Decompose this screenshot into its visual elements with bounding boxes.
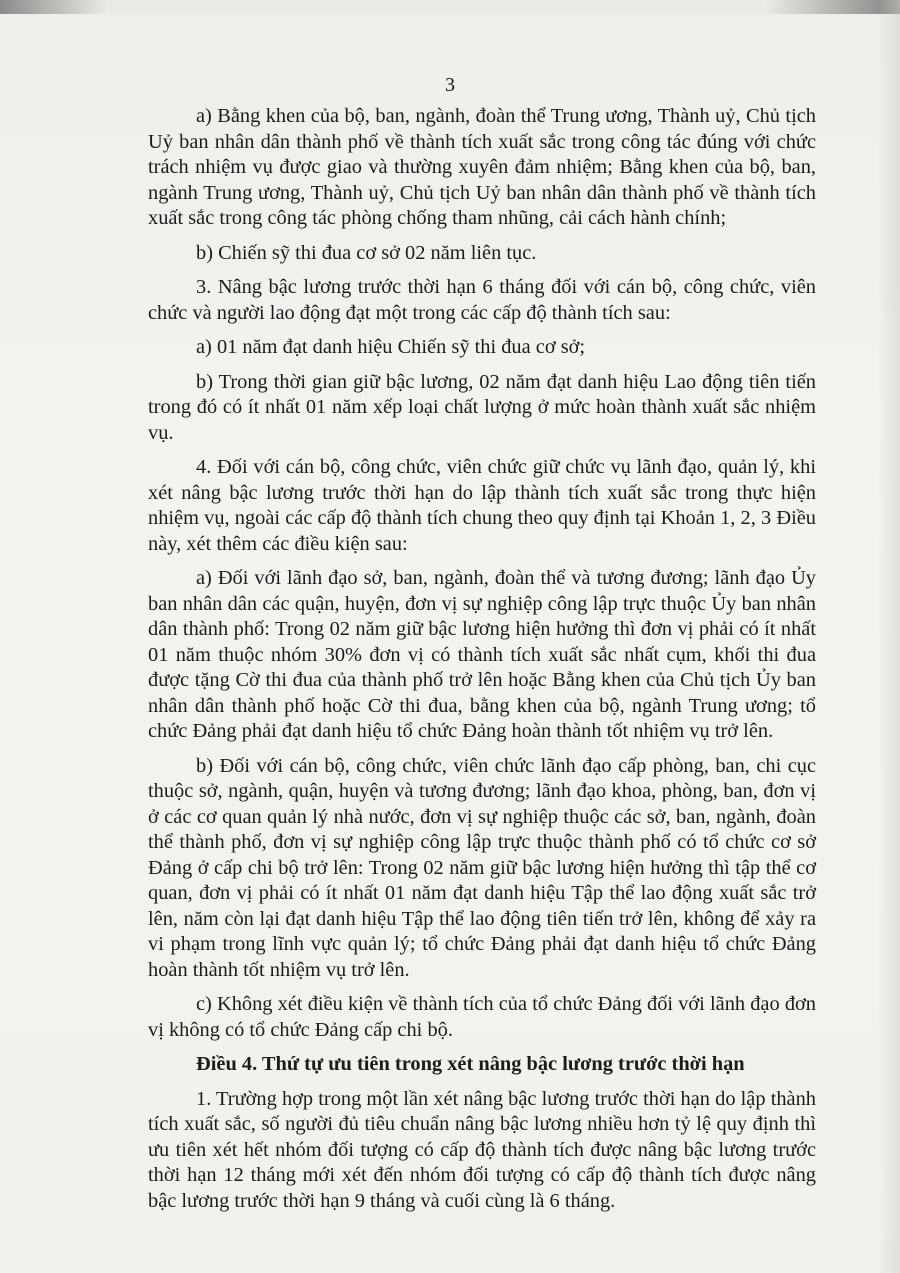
scan-right-edge — [878, 0, 900, 1273]
paragraph-2a: a) Bằng khen của bộ, ban, ngành, đoàn thể Trung ương, Thành uỷ, Chủ tịch Uỷ ban nhân dân thành phố về thành tích xuất sắc trong công tác đúng với chức trách nhiệm vụ được giao và thường xuyên đảm nhiệm; Bằng khen của bộ, ban, ngành Trung ương, Thành uỷ, Chủ tịch Uỷ ban nhân dân thành phố về thành tích xuất sắc trong công tác phòng chống tham nhũng, cải cách hành chính; — [148, 105, 816, 229]
scan-top-shadow — [0, 0, 900, 14]
paragraph-3b: b) Trong thời gian giữ bậc lương, 02 năm đạt danh hiệu Lao động tiên tiến trong đó có ít nhất 01 năm xếp loại chất lượng ở mức hoàn thành xuất sắc nhiệm vụ. — [148, 370, 816, 444]
document-body — [148, 104, 816, 1223]
paragraph-4: 4. Đối với cán bộ, công chức, viên chức giữ chức vụ lãnh đạo, quản lý, khi xét nâng bậc lương trước thời hạn do lập thành tích xuất sắc trong thực hiện nhiệm vụ, ngoài các cấp độ thành tích chung theo quy định tại Khoản 1, 2, 3 Điều này, xét thêm các điều kiện sau: — [148, 456, 816, 555]
paragraph-4c: c) Không xét điều kiện về thành tích của tổ chức Đảng đối với lãnh đạo đơn vị không có tổ chức Đảng cấp chi bộ. — [148, 993, 816, 1041]
article-4-paragraph-1: 1. Trường hợp trong một lần xét nâng bậc lương trước thời hạn do lập thành tích xuất sắc, số người đủ tiêu chuẩn nâng bậc lương nhiều hơn tỷ lệ quy định thì ưu tiên xét hết nhóm đối tượng có cấp độ thành tích được nâng bậc lương trước thời hạn 12 tháng mới xét đến nhóm đối tượng có cấp độ thành tích được nâng bậc lương trước thời hạn 9 tháng và cuối cùng là 6 tháng. — [148, 1087, 816, 1212]
paragraph-4b: b) Đối với cán bộ, công chức, viên chức lãnh đạo cấp phòng, ban, chi cục thuộc sở, ngành, quận, huyện và tương đương; lãnh đạo khoa, phòng, ban, đơn vị ở các cơ quan quản lý nhà nước, đơn vị sự nghiệp thuộc các sở, ban, ngành, đoàn thể thành phố, đơn vị sự nghiệp công lập trực thuộc thành phố có tổ chức cơ sở Đảng ở cấp chi bộ trở lên: Trong 02 năm giữ bậc lương hiện hưởng thì tập thể cơ quan, đơn vị phải có ít nhất 01 năm đạt danh hiệu Tập thể lao động xuất sắc trở lên, năm còn lại đạt danh hiệu Tập thể lao động tiên tiến trở lên, không để xảy ra vi phạm trong lĩnh vực quản lý; tổ chức Đảng phải đạt danh hiệu tổ chức Đảng hoàn thành tốt nhiệm vụ trở lên. — [148, 754, 816, 981]
paragraph-3: 3. Nâng bậc lương trước thời hạn 6 tháng đối với cán bộ, công chức, viên chức và người lao động đạt một trong các cấp độ thành tích sau: — [148, 276, 816, 324]
paragraph-2b: b) Chiến sỹ thi đua cơ sở 02 năm liên tục. — [196, 241, 537, 264]
article-4-heading: Điều 4. Thứ tự ưu tiên trong xét nâng bậc lương trước thời hạn — [196, 1053, 745, 1075]
page-number: 3 — [445, 74, 455, 96]
paragraph-4a: a) Đối với lãnh đạo sở, ban, ngành, đoàn thể và tương đương; lãnh đạo Ủy ban nhân dân các quận, huyện, đơn vị sự nghiệp công lập trực thuộc Ủy ban nhân dân thành phố: Trong 02 năm giữ bậc lương hiện hưởng thì đơn vị phải có ít nhất 01 năm thuộc nhóm 30% đơn vị có thành tích xuất sắc nhất cụm, khối thi đua được tặng Cờ thi đua của thành phố trở lên hoặc Bằng khen của Chủ tịch Ủy ban nhân dân thành phố hoặc Cờ thi đua, bằng khen của bộ, ngành Trung ương; tổ chức Đảng phải đạt danh hiệu tổ chức Đảng hoàn thành tốt nhiệm vụ trở lên. — [148, 567, 816, 742]
paragraph-3a: a) 01 năm đạt danh hiệu Chiến sỹ thi đua cơ sở; — [196, 336, 586, 358]
